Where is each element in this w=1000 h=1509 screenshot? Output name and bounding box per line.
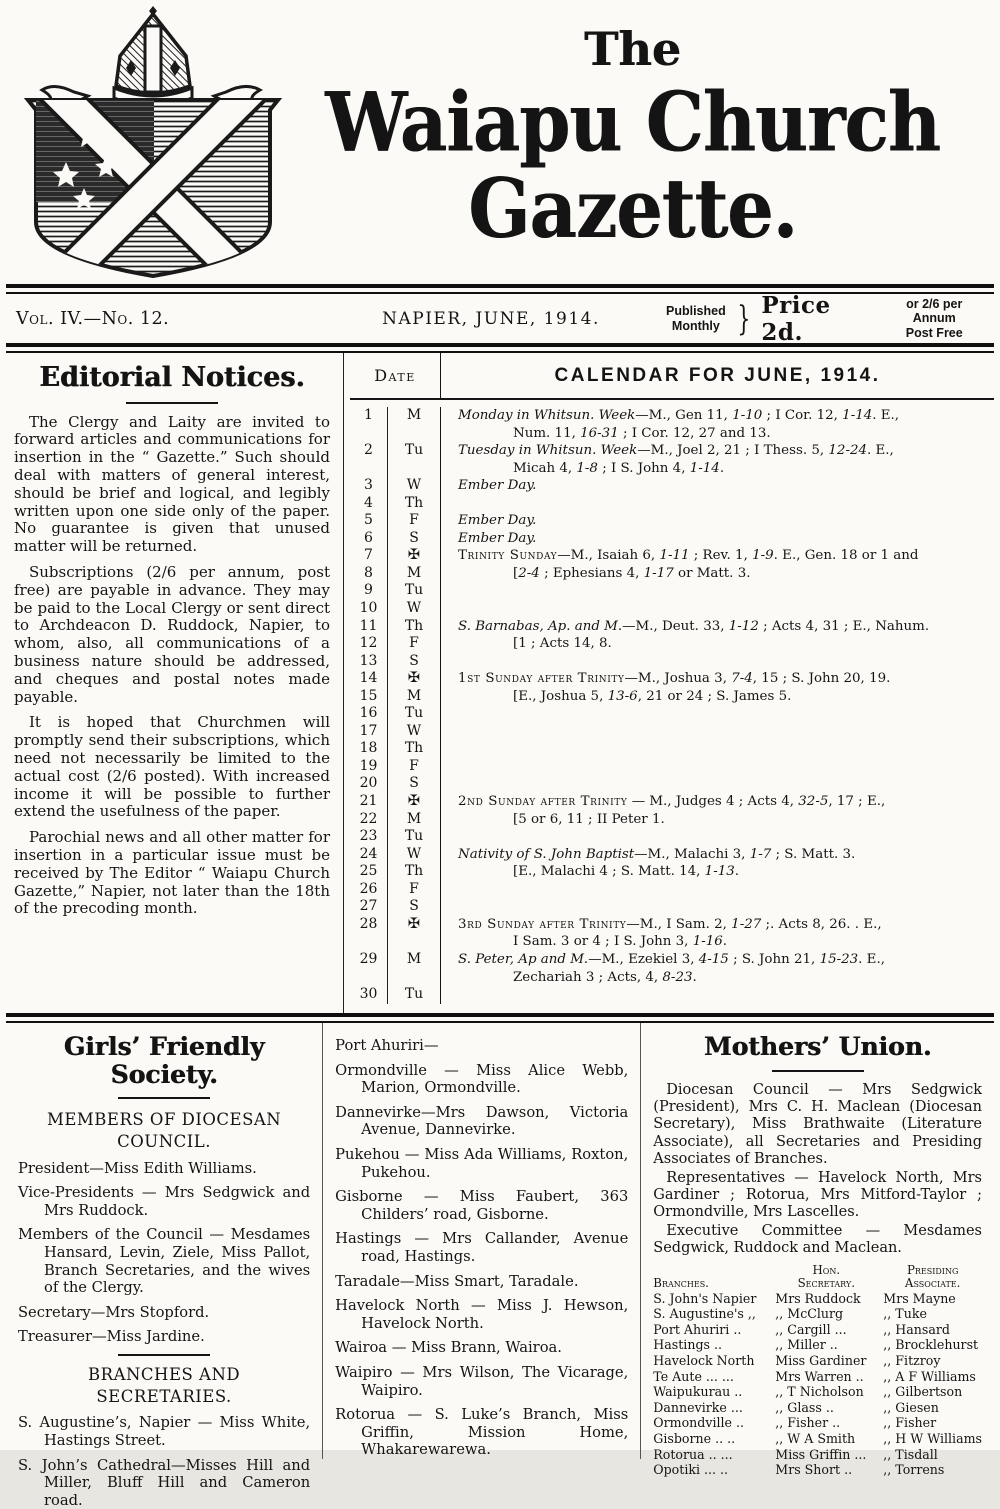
calendar-day-letter: S <box>387 653 441 671</box>
calendar-line <box>350 442 994 460</box>
calendar-line <box>350 881 994 899</box>
calendar-day-number: 25 <box>359 863 378 880</box>
annum-line1: or 2/6 per Annum <box>906 296 963 326</box>
mu-table-header-row2 <box>653 1277 982 1291</box>
list-item: Gisborne — Miss Faubert, 363 Childers’ road, Gisborne. <box>335 1188 629 1223</box>
published-word: Published <box>666 304 726 319</box>
mu-associate-cell: ,, H W Williams <box>883 1430 982 1446</box>
mu-paragraph: Diocesan Council — Mrs Sedgwick (President), Mrs C. H. Maclean (Diocesan Secretary), Miss Brathwaite (Literature Associate), all Secretaries and Presiding Associates of Branches. <box>653 1081 982 1168</box>
calendar-entry: S. Peter, Ap and M.—M., Ezekiel 3, 4-15 ; S. John 21, 15-23. E., <box>458 951 885 967</box>
calendar-entry: [5 or 6, 11 ; II Peter 1. <box>513 811 665 827</box>
calendar-line <box>350 547 994 565</box>
calendar-line <box>350 618 994 636</box>
calendar-day-letter: Tu <box>387 442 441 460</box>
branch-list <box>335 1031 628 1459</box>
calendar-day-letter: M <box>387 565 441 583</box>
diocese-crest <box>14 4 292 280</box>
calendar-day-letter: ✠ <box>387 916 441 934</box>
calendar-day-number: 1 <box>364 407 373 423</box>
calendar-day-letter: ✠ <box>387 670 441 688</box>
calendar-entry: Ember Day. <box>458 530 537 546</box>
price-text: Price 2d. <box>761 291 831 346</box>
calendar-line <box>350 898 994 916</box>
brace-glyph: } <box>737 298 751 339</box>
calendar-line <box>350 705 994 723</box>
calendar-line <box>350 758 994 776</box>
calendar-line <box>350 582 994 600</box>
mu-associate-cell: Mrs Mayne <box>883 1290 956 1306</box>
gfs-subheading-branches: BRANCHES AND SECRETARIES. <box>88 1364 241 1407</box>
calendar-entry <box>441 881 994 899</box>
calendar-entry <box>441 600 994 618</box>
mu-secretary-cell: Mrs Warren .. <box>775 1368 864 1384</box>
mu-paragraph: Executive Committee — Mesdames Sedgwick, Ruddock and Maclean. <box>653 1222 982 1257</box>
mu-table-row <box>653 1369 982 1385</box>
gfs-subheading-council <box>18 1109 310 1154</box>
editorial-paragraphs <box>14 414 330 919</box>
calendar-day-letter: S <box>387 775 441 793</box>
calendar-line <box>350 530 994 548</box>
calendar-day-letter: Tu <box>387 582 441 600</box>
list-item: S. Augustine’s, Napier — Miss White, Hastings Street. <box>18 1414 311 1449</box>
list-item: President—Miss Edith Williams. <box>18 1159 257 1177</box>
calendar-line <box>350 863 994 881</box>
calendar-day-number: 29 <box>359 950 378 967</box>
calendar-line <box>350 740 994 758</box>
calendar-entry <box>441 582 994 600</box>
calendar-day-number: 10 <box>359 600 378 617</box>
calendar-body <box>350 400 994 1013</box>
mu-associate-cell: ,, Giesen <box>883 1399 939 1415</box>
mu-table-row <box>653 1384 982 1400</box>
issue-row <box>0 291 1000 346</box>
calendar-entry <box>441 898 994 916</box>
calendar-day-letter: ✠ <box>387 547 441 565</box>
mu-branch-cell: Gisborne .. .. <box>653 1430 736 1446</box>
mu-associate-cell: ,, Hansard <box>883 1321 950 1337</box>
gfs-subheading-line1: MEMBERS OF DIOCESAN <box>46 1110 282 1129</box>
gfs-subheading-line2: COUNCIL. <box>117 1132 211 1152</box>
calendar-entry: Zechariah 3 ; Acts, 4, 8-23. <box>513 969 697 985</box>
calendar-line <box>350 775 994 793</box>
mu-associate-cell: ,, A F Williams <box>883 1368 976 1384</box>
masthead-text <box>265 0 1000 257</box>
calendar-entry: Ember Day. <box>458 513 537 529</box>
calendar-day-letter: M <box>387 951 441 969</box>
calendar-line <box>350 565 994 583</box>
editorial-paragraph: Parochial news and all other matter for insertion in a particular issue must be received by The Editor “ Waiapu Church Gazette,” Napier, not later than the 18th of the precoding month. <box>14 828 330 918</box>
mu-secretary-cell: Mrs Short .. <box>775 1462 853 1478</box>
calendar-day-number: 14 <box>359 670 378 687</box>
calendar-title: CALENDAR FOR JUNE, 1914. <box>554 364 881 386</box>
mu-secretary-cell: ,, W A Smith <box>775 1430 856 1446</box>
calendar-day-number: 7 <box>364 547 373 564</box>
list-item: Vice-Presidents — Mrs Sedgwick and Mrs Ruddock. <box>18 1184 311 1219</box>
girls-friendly-society <box>6 1023 322 1509</box>
price-block <box>666 292 984 346</box>
calendar-line <box>350 811 994 829</box>
calendar-day-number: 11 <box>359 617 378 634</box>
calendar-entry <box>441 758 994 776</box>
calendar-entry: 3rd Sunday after Trinity—M., I Sam. 2, 1-27 ;. Acts 8, 26. . E., <box>458 916 882 932</box>
calendar-day-letter <box>387 460 441 478</box>
mu-table <box>653 1264 982 1478</box>
calendar-line <box>350 723 994 741</box>
calendar-day-number: 18 <box>359 740 378 757</box>
calendar-day-number: 30 <box>359 986 378 1003</box>
gfs-title: Girls’ Friendly Society. <box>63 1032 265 1089</box>
calendar-line <box>350 600 994 618</box>
calendar-entry: Tuesday in Whitsun. Week—M., Joel 2, 21 ; I Thess. 5, 12-24. E., <box>458 443 894 459</box>
calendar-line <box>350 512 994 530</box>
mu-table-row <box>653 1431 982 1447</box>
calendar-entry: [E., Malachi 4 ; S. Matt. 14, 1-13. <box>513 864 740 880</box>
calendar-day-number: 19 <box>359 757 378 774</box>
calendar-day-letter: F <box>387 758 441 776</box>
list-item: Waipiro — Mrs Wilson, The Vicarage, Waipiro. <box>335 1363 629 1399</box>
calendar-day-number <box>350 425 387 443</box>
mu-associate-cell: ,, Tisdall <box>883 1446 938 1462</box>
list-item: Hastings — Mrs Callander, Avenue road, Hastings. <box>335 1230 629 1265</box>
calendar-day-number: 5 <box>364 512 373 529</box>
list-item: Taradale—Miss Smart, Taradale. <box>335 1272 579 1290</box>
masthead <box>0 0 1000 284</box>
calendar-line <box>350 477 994 495</box>
gfs-council-list <box>18 1160 310 1346</box>
gfs-branch-list <box>18 1414 310 1509</box>
mu-secretary-cell: ,, Miller .. <box>775 1337 838 1353</box>
mu-h-blank <box>653 1264 771 1278</box>
mu-h-secretary: Secretary. <box>797 1276 855 1291</box>
gfs-rule-2 <box>118 1354 210 1356</box>
calendar-entry: I Sam. 3 or 4 ; I S. John 3, 1-16. <box>513 934 728 950</box>
list-item: Treasurer—Miss Jardine. <box>18 1328 205 1346</box>
calendar-day-number: 15 <box>359 687 378 704</box>
calendar-day-letter: Tu <box>387 705 441 723</box>
calendar-day-letter: F <box>387 881 441 899</box>
list-item: Wairoa — Miss Brann, Wairoa. <box>335 1339 562 1357</box>
mu-table-row <box>653 1400 982 1416</box>
calendar-entry: Trinity Sunday—M., Isaiah 6, 1-11 ; Rev. 1, 1-9. E., Gen. 18 or 1 and <box>458 548 919 564</box>
mu-table-row <box>653 1337 982 1353</box>
mu-rule <box>772 1070 864 1072</box>
calendar-table <box>344 353 994 1013</box>
mu-branch-cell: Port Ahuriri .. <box>653 1321 742 1337</box>
editorial-rule <box>126 402 218 404</box>
list-item: Ormondville — Miss Alice Webb, Marion, Ormondville. <box>335 1061 629 1097</box>
main-section <box>6 353 994 1013</box>
annum-line2: Post Free <box>905 325 963 340</box>
calendar-header <box>350 353 994 400</box>
calendar-entry <box>441 723 994 741</box>
calendar-entry <box>441 775 994 793</box>
mu-table-row <box>653 1415 982 1431</box>
calendar-day-number: 23 <box>359 828 378 845</box>
calendar-day-letter: S <box>387 530 441 548</box>
mu-paragraph: Representatives — Havelock North, Mrs Gardiner ; Rotorua, Mrs Mitford-Taylor ; Ormondville, Mrs Lascelles. <box>653 1169 982 1221</box>
calendar-entry <box>441 705 994 723</box>
mitre-icon <box>114 6 192 106</box>
calendar-entry <box>441 495 994 513</box>
calendar-day-number: 16 <box>359 705 378 722</box>
calendar-day-letter: ✠ <box>387 793 441 811</box>
mu-h-branches: Branches. <box>653 1276 709 1291</box>
mu-paragraphs <box>653 1082 982 1258</box>
mu-secretary-cell: Miss Griffin ... <box>775 1446 867 1462</box>
calendar-day-letter: W <box>387 846 441 864</box>
calendar-entry: Monday in Whitsun. Week—M., Gen 11, 1-10 ; I Cor. 12, 1-14. E., <box>458 408 900 423</box>
list-item: Rotorua — S. Luke’s Branch, Miss Griffin, Mission Home, Whakarewarewa. <box>335 1406 629 1459</box>
editorial-paragraph: It is hoped that Churchmen will promptly send their subscriptions, which need not necessarily be limited to the actual cost (2/6 posted). With increased income it will be possible to further extend the usefulness of the paper. <box>14 713 330 821</box>
calendar-day-letter: Tu <box>387 986 441 1004</box>
list-item: Pukehou — Miss Ada Williams, Roxton, Pukehou. <box>335 1145 629 1181</box>
list-item: Havelock North — Miss J. Hewson, Havelock North. <box>335 1297 629 1332</box>
calendar-line <box>350 793 994 811</box>
calendar-entry: Ember Day. <box>458 478 537 494</box>
calendar-day-letter: Th <box>387 618 441 636</box>
calendar-entry: Micah 4, 1-8 ; I S. John 4, 1-14. <box>513 460 725 476</box>
calendar-line <box>350 969 994 987</box>
calendar-day-letter <box>387 969 441 987</box>
list-item: Port Ahuriri— <box>335 1037 439 1054</box>
mu-branch-cell: S. John's Napier <box>653 1290 757 1306</box>
calendar-date-header: Date <box>350 353 441 398</box>
monthly-word: Monthly <box>671 318 720 333</box>
calendar-day-letter: M <box>387 811 441 829</box>
calendar-day-letter <box>387 933 441 951</box>
editorial-paragraph: Subscriptions (2/6 per annum, post free) are payable in advance. They may be paid to the Local Clergy or sent direct to Archdeacon D. Ruddock, Napier, to whom, also, all communications of a business nature should be addressed, and cheques and postal notes made payable. <box>14 563 330 706</box>
calendar-day-number: 9 <box>364 582 373 599</box>
mu-secretary-cell: ,, Glass .. <box>775 1399 834 1415</box>
mu-h-presiding: Presiding <box>906 1262 959 1277</box>
calendar-line <box>350 407 994 425</box>
mothers-union <box>640 1023 994 1478</box>
calendar-line <box>350 670 994 688</box>
subscription-rate <box>884 297 984 340</box>
mu-title: Mothers’ Union. <box>703 1032 932 1061</box>
calendar-day-number <box>350 460 387 478</box>
calendar-day-letter: M <box>387 688 441 706</box>
calendar-line <box>350 495 994 513</box>
mu-table-row <box>653 1306 982 1322</box>
mu-table-row <box>653 1353 982 1369</box>
calendar-entry: [2-4 ; Ephesians 4, 1-17 or Matt. 3. <box>513 565 751 581</box>
calendar-line <box>350 846 994 864</box>
mu-associate-cell: ,, Brocklehurst <box>883 1337 979 1353</box>
calendar-entry <box>441 828 994 846</box>
calendar-day-number <box>350 969 387 987</box>
calendar-day-number: 20 <box>359 775 378 792</box>
gfs-rule <box>118 1097 210 1099</box>
volume-number: Vol. IV.—No. 12. <box>16 308 170 329</box>
calendar-day-letter: F <box>387 512 441 530</box>
mu-secretary-cell: ,, Cargill ... <box>775 1321 847 1337</box>
calendar-day-letter: W <box>387 600 441 618</box>
calendar-line <box>350 688 994 706</box>
mu-h-associate: Associate. <box>904 1276 961 1291</box>
mu-branch-cell: Opotiki ... .. <box>653 1462 729 1478</box>
mu-secretary-cell: ,, Fisher .. <box>775 1415 841 1431</box>
calendar-entry: [1 ; Acts 14, 8. <box>513 636 612 652</box>
societies-section <box>6 1023 994 1509</box>
published-monthly <box>666 304 726 333</box>
calendar-entry: S. Barnabas, Ap. and M.—M., Deut. 33, 1-12 ; Acts 4, 31 ; E., Nahum. <box>458 618 930 634</box>
calendar-entry <box>441 740 994 758</box>
mu-secretary-cell: ,, McClurg <box>775 1306 844 1322</box>
calendar-day-number: 4 <box>364 494 373 511</box>
mu-table-row <box>653 1447 982 1463</box>
calendar-line <box>350 828 994 846</box>
mu-branch-cell: S. Augustine's ,, <box>653 1306 756 1322</box>
calendar-line <box>350 933 994 951</box>
calendar-entry: Nativity of S. John Baptist—M., Malachi 3, 1-7 ; S. Matt. 3. <box>458 846 856 862</box>
calendar-day-number: 28 <box>359 915 378 932</box>
calendar-entry <box>441 986 994 1004</box>
editorial-paragraph: The Clergy and Laity are invited to forward articles and communications for insertion in the “ Gazette.” Such should deal with matters of general interest, should be brief and logical, and legibly written upon one side only of the paper. No guarantee is given that unused matter will be returned. <box>14 412 330 556</box>
editorial-title: Editorial Notices. <box>39 362 305 393</box>
calendar-day-number: 21 <box>359 793 378 810</box>
calendar-day-number: 12 <box>359 635 378 652</box>
mu-associate-cell: ,, Fitzroy <box>883 1352 941 1368</box>
calendar-entry: 2nd Sunday after Trinity — M., Judges 4 ; Acts 4, 32-5, 17 ; E., <box>458 794 886 810</box>
mu-table-row <box>653 1291 982 1307</box>
calendar-day-number: 8 <box>364 564 373 581</box>
list-item: Members of the Council — Mesdames Hansard, Levin, Ziele, Miss Pallot, Branch Secretaries, and the wives of the Clergy. <box>18 1226 311 1297</box>
rule-footer <box>6 1013 994 1023</box>
mu-h-hon: Hon. <box>812 1262 841 1277</box>
list-item: S. John’s Cathedral—Misses Hill and Miller, Bluff Hill and Cameron road. <box>18 1456 311 1509</box>
mu-branch-cell: Havelock North <box>653 1352 755 1368</box>
mu-secretary-cell: ,, T Nicholson <box>775 1384 864 1400</box>
mu-associate-cell: ,, Fisher <box>883 1415 937 1431</box>
editorial-notices <box>6 353 344 1013</box>
masthead-title: Waiapu Church Gazette. <box>325 74 940 257</box>
mu-branch-cell: Ormondville .. <box>653 1415 744 1431</box>
calendar-day-letter <box>387 425 441 443</box>
calendar-day-number: 17 <box>359 722 378 739</box>
mu-branch-cell: Waipukurau .. <box>653 1384 743 1400</box>
calendar-line <box>350 460 994 478</box>
mu-branch-cell: Hastings .. <box>653 1337 722 1353</box>
calendar-entry <box>441 653 994 671</box>
calendar-day-number: 3 <box>364 477 373 494</box>
calendar-day-number: 13 <box>359 652 378 669</box>
branch-secretaries-column <box>322 1023 640 1459</box>
mu-secretary-cell: Miss Gardiner <box>775 1352 867 1368</box>
calendar-day-number: 22 <box>359 810 378 827</box>
calendar-day-letter: F <box>387 635 441 653</box>
mu-table-header-row1 <box>653 1264 982 1278</box>
mu-branch-cell: Rotorua .. ... <box>653 1446 733 1462</box>
calendar-day-number <box>350 933 387 951</box>
mu-branch-cell: Te Aute ... ... <box>653 1368 734 1384</box>
masthead-the: The <box>584 22 681 76</box>
calendar-day-number: 26 <box>359 880 378 897</box>
mu-associate-cell: ,, Gilbertson <box>883 1384 963 1400</box>
list-item: Dannevirke—Mrs Dawson, Victoria Avenue, Dannevirke. <box>335 1103 629 1139</box>
calendar-day-letter: Th <box>387 495 441 513</box>
calendar-day-number: 27 <box>359 898 378 915</box>
place-date: NAPIER, JUNE, 1914. <box>382 308 600 329</box>
mu-branch-cell: Dannevirke ... <box>653 1399 743 1415</box>
calendar-day-number: 24 <box>359 845 378 862</box>
calendar-day-letter: Th <box>387 863 441 881</box>
calendar-line <box>350 425 994 443</box>
mu-table-rows <box>653 1291 982 1478</box>
calendar-line <box>350 986 994 1004</box>
calendar-line <box>350 653 994 671</box>
calendar-day-number: 2 <box>364 442 373 459</box>
calendar-line <box>350 951 994 969</box>
calendar-line <box>350 635 994 653</box>
calendar-day-letter: Tu <box>387 828 441 846</box>
list-item: Secretary—Mrs Stopford. <box>18 1303 210 1321</box>
mu-associate-cell: ,, Torrens <box>883 1462 945 1478</box>
calendar-line <box>350 916 994 934</box>
calendar-entry: 1st Sunday after Trinity—M., Joshua 3, 7-4, 15 ; S. John 20, 19. <box>458 671 891 687</box>
calendar-day-number: 6 <box>364 529 373 546</box>
mu-table-row <box>653 1462 982 1478</box>
calendar-entry: [E., Joshua 5, 13-6, 21 or 24 ; S. James 5. <box>513 688 792 704</box>
mu-table-row <box>653 1322 982 1338</box>
calendar-day-letter: W <box>387 477 441 495</box>
calendar-entry: Num. 11, 16-31 ; I Cor. 12, 27 and 13. <box>513 425 771 441</box>
calendar-day-letter: W <box>387 723 441 741</box>
calendar-day-letter: Th <box>387 740 441 758</box>
mu-associate-cell: ,, Tuke <box>883 1306 927 1322</box>
calendar-day-letter: S <box>387 898 441 916</box>
calendar-day-letter: M <box>387 407 441 425</box>
mu-secretary-cell: Mrs Ruddock <box>775 1290 861 1306</box>
